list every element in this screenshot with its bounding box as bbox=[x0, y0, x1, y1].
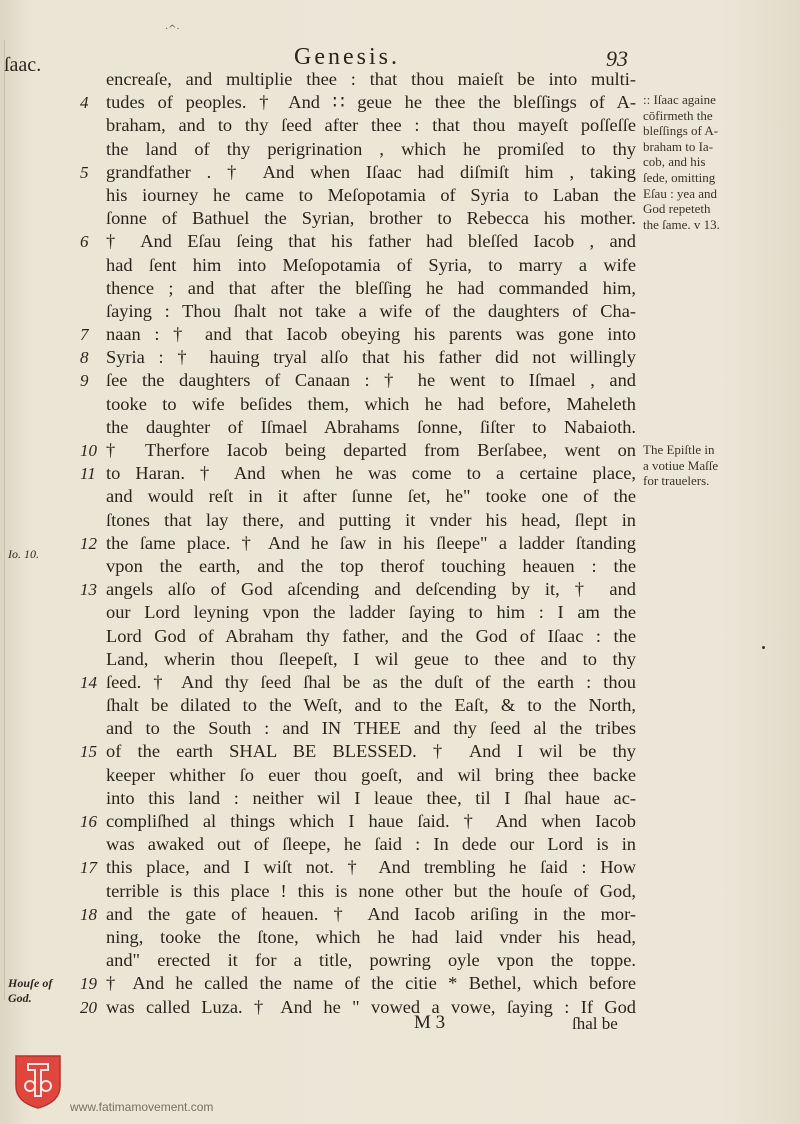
verse-number: 14 bbox=[80, 672, 97, 692]
text-line bbox=[80, 740, 636, 763]
line-text: braham, and to thy ſeed after thee : that thou mayeſt poſſeſſe bbox=[106, 115, 636, 136]
text-line bbox=[106, 648, 636, 671]
page-number: 93 bbox=[606, 46, 628, 71]
body-text bbox=[80, 68, 636, 1019]
text-line bbox=[106, 416, 636, 439]
marginal-note-line: Eſau : yea and bbox=[643, 185, 717, 201]
line-text: had ſent him into Meſopotamia of Syria, to marry a wife bbox=[106, 254, 636, 275]
text-line bbox=[80, 578, 636, 601]
line-text: into this land : neither wil I leaue thee, til I ſhal haue ac- bbox=[106, 787, 636, 808]
marginal-note-line: cob, and his bbox=[643, 154, 706, 170]
text-line bbox=[106, 254, 636, 277]
marginal-note-line: a votiue Maſſe bbox=[643, 457, 719, 473]
line-text: to Haran. † And when he was come to a certaine place, bbox=[106, 463, 636, 484]
line-text: was awaked out of ſleepe, he ſaid : In dede our Lord is in bbox=[106, 834, 636, 855]
text-line bbox=[106, 787, 636, 810]
text-line bbox=[106, 393, 636, 416]
running-title: Genesis. bbox=[294, 44, 400, 70]
text-line bbox=[106, 694, 636, 717]
line-text: compliſhed al things which I haue ſaid. † And when Iacob bbox=[106, 811, 636, 831]
verse-number: 5 bbox=[80, 162, 89, 182]
verse-number: 18 bbox=[80, 904, 97, 924]
verse-number: 17 bbox=[80, 858, 97, 878]
text-line bbox=[106, 717, 636, 740]
line-text: ſhalt be dilated to the Weſt, and to the Eaſt, & to the North, bbox=[106, 695, 636, 716]
verse-number: 12 bbox=[80, 533, 97, 553]
line-text: tooke to wife beſides them, which he had before, Maheleth bbox=[106, 393, 636, 414]
line-text: this place, and I wiſt not. † And trembling he ſaid : How bbox=[106, 857, 636, 878]
text-line bbox=[106, 277, 636, 300]
text-line bbox=[80, 230, 636, 253]
text-line bbox=[80, 323, 636, 346]
line-text: the ſame place. † And he ſaw in his ſleepe" a ladder ſtanding bbox=[106, 532, 636, 553]
text-line bbox=[106, 880, 636, 903]
catchword: ſhal be bbox=[572, 1014, 618, 1033]
text-line bbox=[80, 439, 636, 462]
text-line bbox=[106, 949, 636, 972]
marginal-note-epistle bbox=[643, 442, 783, 489]
marginal-note-line: braham to Ia- bbox=[643, 138, 714, 154]
marginal-note-line: :: Iſaac againe bbox=[643, 92, 716, 107]
verse-number: 8 bbox=[80, 348, 89, 368]
verse-number: 13 bbox=[80, 580, 97, 600]
line-text: ſee the daughters of Canaan : † he went to Iſmael , and bbox=[106, 370, 636, 391]
marginal-note-line: bleſſings of A- bbox=[643, 123, 719, 139]
line-text: the daughter of Iſmael Abrahams ſonne, ſiſter to Nabaioth. bbox=[106, 416, 636, 437]
text-line bbox=[106, 184, 636, 207]
marginal-note-line: the ſame. v 13. bbox=[643, 216, 720, 232]
line-text: his iourney he came to Meſopotamia of Syria to Laban the bbox=[106, 184, 636, 205]
text-line bbox=[106, 833, 636, 856]
text-line bbox=[106, 926, 636, 949]
text-line bbox=[80, 462, 636, 485]
line-text: and the gate of heauen. † And Iacob ariſing in the mor- bbox=[106, 903, 636, 924]
text-line bbox=[106, 485, 636, 508]
text-line bbox=[80, 346, 636, 369]
marginal-note-line: cōfirmeth the bbox=[643, 107, 713, 123]
verse-number: 10 bbox=[80, 441, 97, 460]
line-text: our Lord leyning vpon the ladder ſaying to him : I am the bbox=[106, 602, 636, 623]
line-text: thence ; and that after the bleſſing he had commanded him, bbox=[106, 277, 636, 298]
line-text: ſtones that lay there, and putting it vnder his head, ſlept in bbox=[106, 509, 636, 530]
verse-number: 6 bbox=[80, 232, 89, 252]
line-text: ning, tooke the ſtone, which he had laid vnder his head, bbox=[106, 926, 636, 947]
line-text: terrible is this place ! this is none other but the houſe of God, bbox=[106, 880, 636, 901]
text-line bbox=[80, 161, 636, 184]
verse-number: 4 bbox=[80, 93, 89, 113]
line-text: † Therfore Iacob being departed from Berſabee, went on bbox=[106, 440, 636, 460]
line-text: encreaſe, and multiplie thee : that thou maieſt be into multi- bbox=[106, 69, 636, 89]
line-text: naan : † and that Iacob obeying his parents was gone into bbox=[106, 324, 636, 345]
text-line bbox=[106, 207, 636, 230]
marginal-note-line: The Epiſtle in bbox=[643, 442, 715, 457]
text-line bbox=[80, 972, 636, 995]
left-margin-reference: Io. 10. bbox=[8, 547, 39, 561]
line-text: † And Eſau ſeing that his father had bleſſed Iacob , and bbox=[106, 231, 636, 252]
running-head-left: ſaac. bbox=[4, 54, 42, 76]
text-line bbox=[106, 509, 636, 532]
line-text: ſaying : Thou ſhalt not take a wife of the daughters of Cha- bbox=[106, 300, 636, 321]
verse-number: 7 bbox=[80, 325, 89, 345]
line-text: of the earth SHAL BE BLESSED. † And I wil be thy bbox=[106, 741, 636, 762]
text-line bbox=[106, 555, 636, 578]
line-text: tudes of peoples. † And ∷ geue he thee the bleſſings of A- bbox=[106, 92, 636, 113]
text-line bbox=[106, 138, 636, 161]
text-line bbox=[106, 764, 636, 787]
margin-dot bbox=[762, 646, 765, 649]
seal-logo-icon bbox=[12, 1052, 64, 1110]
text-line bbox=[80, 856, 636, 879]
text-line bbox=[106, 114, 636, 137]
top-ornament-mark: ·^· bbox=[165, 24, 180, 35]
line-text: and to the South : and IN THEE and thy ſeed al the tribes bbox=[106, 718, 636, 739]
verse-number: 15 bbox=[80, 742, 97, 762]
line-text: keeper whither ſo euer thou goeſt, and wil bring thee backe bbox=[106, 764, 636, 785]
left-note-line: God. bbox=[8, 991, 32, 1005]
verse-number: 9 bbox=[80, 371, 89, 391]
line-text: Lord God of Abraham thy father, and the God of Iſaac : the bbox=[106, 625, 636, 646]
signature-mark: M 3 bbox=[414, 1012, 446, 1033]
text-line bbox=[80, 91, 636, 114]
text-line bbox=[106, 300, 636, 323]
left-margin-note-house-of-god bbox=[8, 976, 52, 1006]
line-text: the land of thy perigrination , which he promiſed to thy bbox=[106, 138, 636, 159]
line-text: was called Luza. † And he " vowed a vowe, ſaying : If God bbox=[106, 996, 636, 1017]
line-text: ſeed. † And thy ſeed ſhal be as the duſt of the earth : thou bbox=[106, 671, 636, 692]
text-line bbox=[80, 810, 636, 833]
text-line bbox=[80, 903, 636, 926]
marginal-note-isaac bbox=[643, 92, 783, 232]
text-line bbox=[80, 671, 636, 694]
line-text: ſonne of Bathuel the Syrian, brother to Rebecca his mother. bbox=[106, 208, 636, 229]
verse-number: 20 bbox=[80, 997, 97, 1017]
marginal-note-line: God repeteth bbox=[643, 201, 711, 217]
line-text: angels alſo of God aſcending and deſcending by it, † and bbox=[106, 579, 636, 600]
line-text: grandfather . † And when Iſaac had diſmiſt him , taking bbox=[106, 161, 636, 182]
line-text: Syria : † hauing tryal alſo that his father did not willingly bbox=[106, 347, 636, 368]
text-line bbox=[80, 532, 636, 555]
watermark-url: www.fatimamovement.com bbox=[70, 1100, 214, 1114]
page-footer bbox=[0, 1012, 800, 1042]
text-line bbox=[106, 68, 636, 91]
line-text: and would reſt in it after ſunne ſet, he" tooke one of the bbox=[106, 486, 636, 507]
marginal-note-line: for trauelers. bbox=[643, 473, 710, 489]
line-text: Land, wherin thou ſleepeſt, I wil geue to thee and to thy bbox=[106, 648, 636, 669]
line-text: and" erected it for a title, powring oyle vpon the toppe. bbox=[106, 950, 636, 971]
text-line bbox=[80, 369, 636, 392]
margin-rule bbox=[4, 40, 5, 1000]
left-note-line: Houſe of bbox=[8, 976, 53, 990]
line-text: vpon the earth, and the top therof touching heauen : the bbox=[106, 555, 636, 576]
text-line bbox=[106, 601, 636, 624]
verse-number: 19 bbox=[80, 974, 97, 994]
text-line bbox=[106, 625, 636, 648]
verse-number: 11 bbox=[80, 464, 96, 484]
marginal-note-line: ſede, omitting bbox=[643, 169, 716, 185]
line-text: † And he called the name of the citie * Bethel, which before bbox=[106, 973, 636, 994]
verse-number: 16 bbox=[80, 812, 97, 831]
